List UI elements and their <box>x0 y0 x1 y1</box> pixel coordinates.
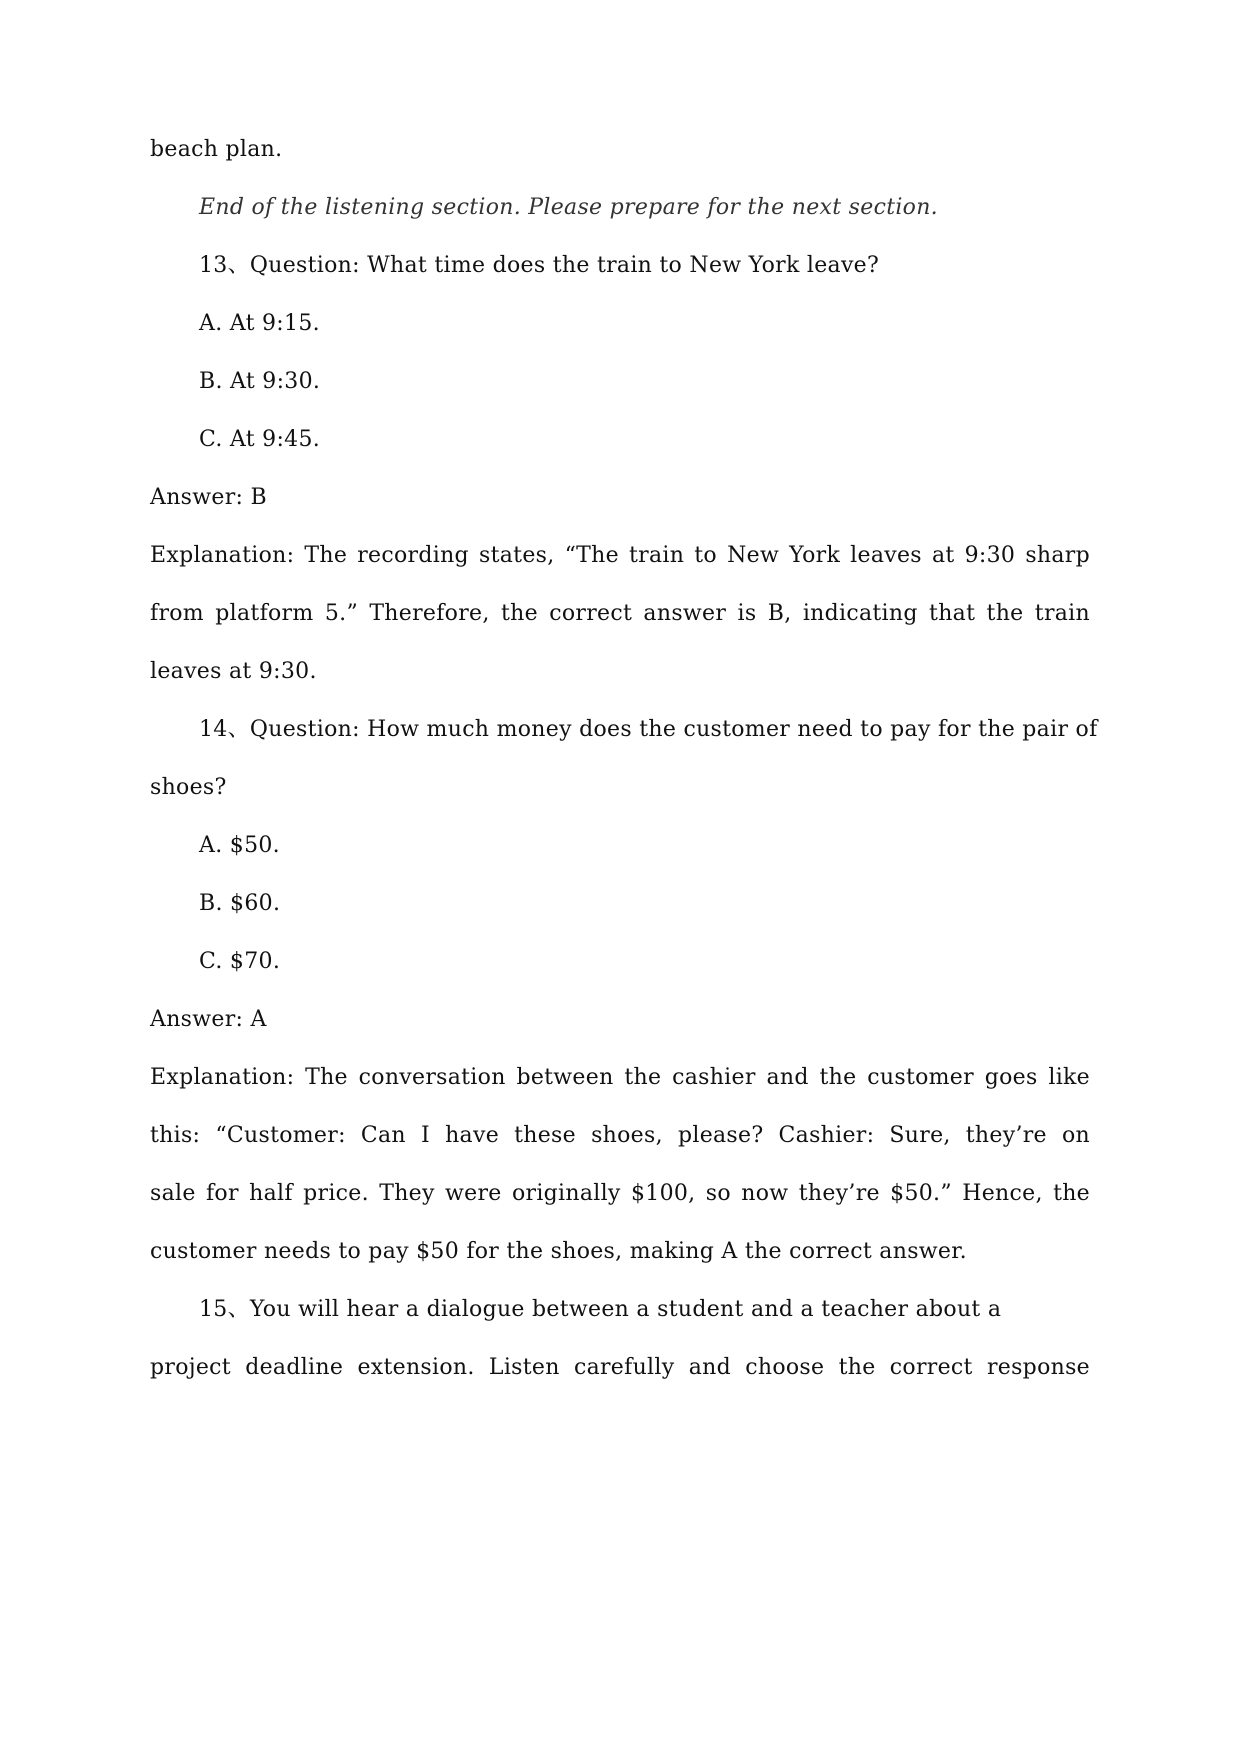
question-15: 15、You will hear a dialogue between a student and a teacher about a <box>199 1297 1002 1322</box>
q13-option-a: A. At 9:15. <box>199 311 320 336</box>
text-line: beach plan. <box>150 137 283 162</box>
question-14-continued: shoes? <box>150 775 227 800</box>
q13-answer: Answer: B <box>150 485 267 510</box>
q13-explanation-line: from platform 5.” Therefore, the correct answer is B, indicating that the train <box>150 601 1090 626</box>
q14-explanation-line: sale for half price. They were originally $100, so now they’re $50.” Hence, the <box>150 1181 1090 1206</box>
question-14: 14、Question: How much money does the customer need to pay for the pair of <box>199 717 1098 742</box>
question-15-continued: project deadline extension. Listen carefully and choose the correct response <box>150 1355 1090 1380</box>
q14-explanation-line: Explanation: The conversation between the cashier and the customer goes like <box>150 1065 1090 1090</box>
q14-answer: Answer: A <box>150 1007 267 1032</box>
q13-option-b: B. At 9:30. <box>199 369 321 394</box>
q13-explanation-line: leaves at 9:30. <box>150 659 317 684</box>
q14-explanation-line: this: “Customer: Can I have these shoes, please? Cashier: Sure, they’re on <box>150 1123 1090 1148</box>
q14-option-b: B. $60. <box>199 891 281 916</box>
q14-explanation-line: customer needs to pay $50 for the shoes, making A the correct answer. <box>150 1239 967 1264</box>
q13-explanation-line: Explanation: The recording states, “The train to New York leaves at 9:30 sharp <box>150 543 1090 568</box>
question-13: 13、Question: What time does the train to New York leave? <box>199 253 880 278</box>
q14-option-a: A. $50. <box>199 833 280 858</box>
section-end-note: End of the listening section. Please prepare for the next section. <box>199 195 938 220</box>
q14-option-c: C. $70. <box>199 949 281 974</box>
q13-option-c: C. At 9:45. <box>199 427 321 452</box>
